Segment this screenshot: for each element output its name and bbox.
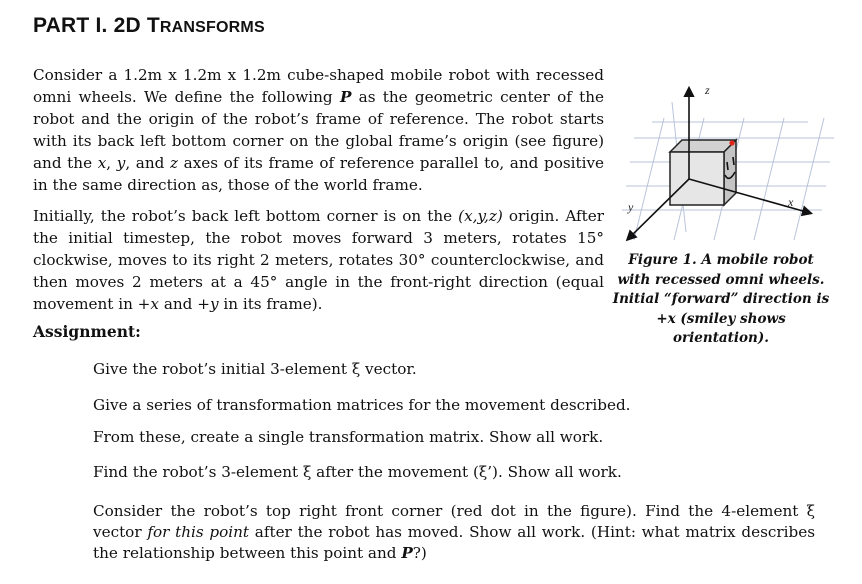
p1-comma-2: , and <box>125 154 170 172</box>
p2-and: and + <box>159 295 210 313</box>
p1-point-P: P <box>339 88 352 106</box>
smiley-eye-right <box>733 157 734 165</box>
t5-emphasis: for this point <box>147 523 250 541</box>
figure-caption: Figure 1. A mobile robot with recessed omni wheels. Initial “forward” direction is +x (smiley shows orientation). <box>612 252 830 346</box>
p2-text-3: in its frame). <box>218 295 323 313</box>
title-topic-rest: RANSFORMS <box>159 19 265 36</box>
paragraph-robot-description <box>33 64 604 196</box>
red-dot-corner <box>729 140 734 145</box>
y-axis-arrow <box>628 179 689 239</box>
smiley-eye-left <box>727 162 728 170</box>
task-transformation-matrices: Give a series of transformation matrices for the movement described. <box>93 396 631 414</box>
section-title <box>33 14 265 38</box>
title-word-part: PART <box>33 14 90 37</box>
p2-text-2: origin. After the initial timestep, the robot moves forward 3 meters, rotates 15° clockwise, moves to its right 2 meters, rotates 30° counterclockwise, and then moves 2 meters at a 45° angle in the front-right direction (equal movement in + <box>33 207 604 313</box>
assignment-heading: Assignment: <box>33 322 141 341</box>
p2-axis-x: x <box>150 295 159 313</box>
z-axis-label: z <box>705 83 710 97</box>
grid-line <box>754 118 784 240</box>
grid-line <box>634 118 664 240</box>
grid-line <box>794 118 824 240</box>
t5-text-1: Consider the robot’s top right front corner (red dot in the figure). Find the 4-element ξ vector <box>93 502 815 541</box>
p1-axis-x: x <box>97 154 107 172</box>
robot-cube <box>670 140 736 205</box>
task-initial-vector: Give the robot’s initial 3-element ξ vector. <box>93 360 417 378</box>
p1-comma-1: , <box>106 154 117 172</box>
paragraph-movement-description <box>33 205 604 315</box>
p1-text-3: axes of its frame of reference parallel to, and positive in the same direction as, those of the world frame. <box>33 154 605 194</box>
cube-front-face <box>670 152 724 205</box>
p2-axis-y: y <box>209 295 219 313</box>
p1-text-2: as the geometric center of the robot and the origin of the robot’s frame of reference. The robot starts with its back left bottom corner on the global frame’s origin (see figure) and the <box>33 88 604 172</box>
y-axis-label: y <box>628 200 634 214</box>
robot-figure <box>612 62 834 252</box>
task-single-matrix: From these, create a single transformation matrix. Show all work. <box>93 428 604 446</box>
task-corner-vector <box>93 501 815 564</box>
x-axis-label: x <box>788 195 794 209</box>
p1-axis-z: z <box>170 154 179 172</box>
p1-axis-y: y <box>116 154 126 172</box>
task-final-vector: Find the robot’s 3-element ξ after the movement (ξ’). Show all work. <box>93 463 622 481</box>
p1-text-1: Consider a 1.2m x 1.2m x 1.2m cube-shaped mobile robot with recessed omni wheels. We define the following <box>33 66 604 106</box>
t5-point-P: P <box>401 544 413 562</box>
p2-xyz: (x,y,z) <box>458 207 503 225</box>
title-topic-initial: T <box>146 14 160 37</box>
title-topic-prefix: 2D <box>113 14 141 37</box>
t5-text-2: after the robot has moved. Show all work. (Hint: what matrix describes the relationship between this point and <box>93 523 816 562</box>
p2-text-1: Initially, the robot’s back left bottom corner is on the <box>33 207 459 225</box>
t5-text-3: ?) <box>412 544 427 562</box>
title-number: I. <box>95 14 108 37</box>
